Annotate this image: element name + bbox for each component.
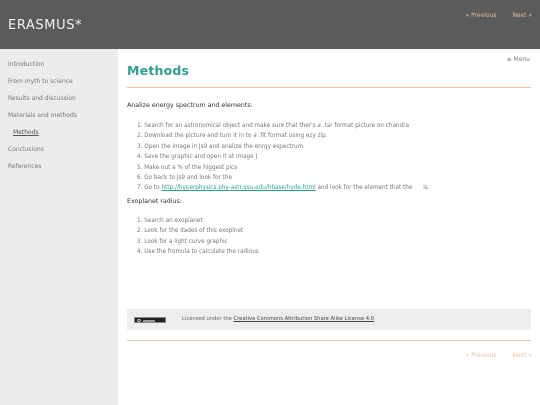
sidebar-item-materials-and-methods[interactable]: Materials and methods [8,112,77,119]
exoplanet-radius-steps [137,217,259,259]
page-title: Methods [127,63,190,78]
sidebar-item-references[interactable]: References [8,163,42,170]
list-item: 2. Look for the dades of this exoplnet [137,228,244,235]
menu-button[interactable]: ≡ Menu [506,56,530,63]
step-7-suffix: and look for the element that the is. [315,185,430,192]
step-7-prefix: 7. Go to [137,185,162,192]
sidebar-item-introduction[interactable]: Introduction [8,61,45,68]
list-item: 3. Look for a light curve graphic [137,238,228,245]
footer-next-link[interactable]: Next » [512,352,532,359]
main-content [118,49,540,405]
bottom-navigation [452,352,532,359]
list-item [137,184,430,194]
next-link[interactable]: Next » [512,12,532,19]
previous-link[interactable]: « Previous [465,12,497,19]
list-item: 5. Make out a % of the higgest pics [137,164,238,171]
brand-title: ERASMUS* [8,18,83,33]
list-item: 3. Open the image in Js9 and analize the enrgy espectrum [137,143,304,150]
license-link[interactable]: Creative Commons Attribution Share Alike License 4.0 [233,316,375,322]
sidebar-item-methods[interactable]: Methods [13,129,39,136]
energy-spectrum-steps [137,122,430,195]
license-box [127,309,531,330]
list-item: 2. Download the picture and turn it in to a .fit format using ezy zip. [137,133,328,140]
sidebar-item-conclusions[interactable]: Conclusions [8,146,44,153]
license-text [182,316,374,322]
section-heading-exoplanet-radius: Exoplanet radius: [127,198,182,205]
sidebar-item-from-myth-to-science[interactable]: From myth to science [8,78,73,85]
footer-divider [127,340,531,341]
list-item: 1. Search for an astronomical object and make sure that ther's a .tar format picture on chandra [137,123,409,129]
list-item: 6. Go back to Js9 and look for the [137,174,232,181]
sidebar-menu [0,60,118,179]
list-item: 4. Use the fromula to calculate the radious [137,249,259,256]
top-bar [0,0,540,49]
sidebar [0,49,118,405]
creative-commons-badge-icon[interactable] [134,317,166,323]
sidebar-item-results-and-discussion[interactable]: Results and discussion [8,95,76,102]
hyperphysics-link[interactable]: http://hyperphysics.phy-astr.gsu.edu/hbase/hyde.html [161,185,316,192]
license-prefix: Licensed under the [182,316,234,322]
title-divider [127,87,531,88]
section-heading-energy-spectrum: Analize energy spectrum and elements: [127,102,253,109]
list-item: 1. Search an exoplanet [137,218,203,224]
footer-previous-link[interactable]: « Previous [465,352,497,359]
list-item: 4. Save the graphic and open it at image J [137,154,258,161]
top-navigation [452,12,532,19]
